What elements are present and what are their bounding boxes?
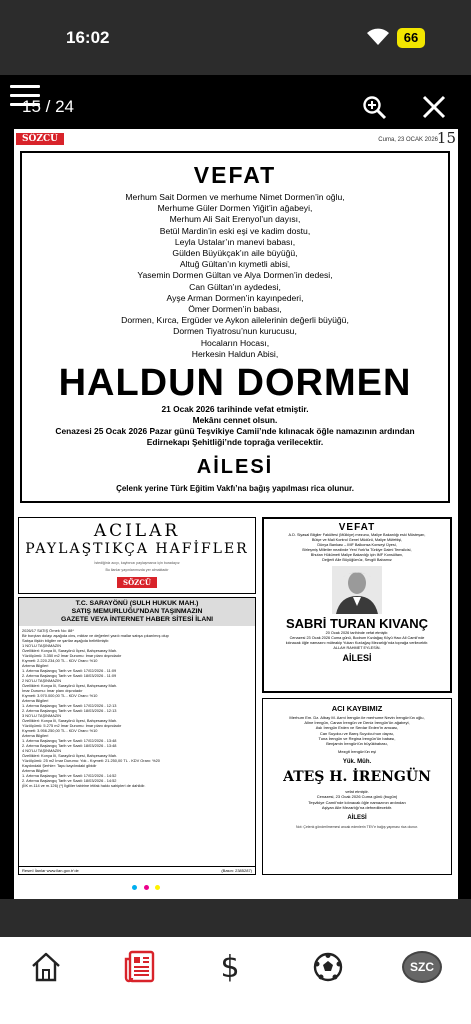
mourner-line: Herkesin Haldun Abisi,	[191, 348, 279, 359]
page-header	[14, 129, 458, 151]
deceased-name: HALDUN DORMEN	[58, 362, 412, 405]
cmyk-registration	[126, 877, 166, 893]
portrait-photo	[332, 566, 382, 614]
obituary-heading: ACI KAYBIMIZ	[331, 704, 383, 713]
notice-line: Kıymeti: 2.220.234,00 TL - KDV Oranı: %10	[22, 658, 98, 663]
notice-line: Yüzölçümü: 25 m2 İmar Durumu: Yok - Kıymeti: 21.250,00 TL - KDV Oranı: %20	[22, 758, 160, 763]
notice-line: Artırma Bilgileri	[22, 698, 49, 703]
notice-line: Bir borçtan dolayı aşağıda cins, miktar ve değerleri yazılı mallar satışa çıkarılmış olup	[22, 633, 169, 638]
notice-footer	[19, 866, 255, 874]
notice-line: Özellikleri: Konya İli, Sarayönü İlçesi, Bahçesaray Mah.	[22, 648, 118, 653]
notice-line: Yüzölçümü: 3.350 m2 İmar Durumu: İmar planı dışındadır	[22, 653, 122, 658]
spouse-line: Mezgit İrengün’ün eşi	[337, 749, 377, 755]
notice-line: 2. Artırma Başlangıç Tarih ve Saati: 18/03/2026 - 13:48	[22, 743, 117, 748]
notice-line: (İİK m.114 ve m.126) (*) İlgililer tabirine irtifak hakkı sahipleri de dahildir.	[22, 783, 146, 788]
funeral-info-line: Aşiyan Aile Mezarlığı’na defnedilecektir.	[321, 804, 393, 810]
page-date: Cuma, 23 OCAK 2026	[378, 137, 438, 143]
newspaper-icon[interactable]	[122, 949, 158, 985]
funeral-info	[22, 404, 448, 448]
mourner-line: Hocaların Hocası,	[200, 337, 270, 348]
mourner-line: Betül Mardin’in eski eşi ve kadim dostu,	[159, 225, 311, 236]
funeral-info	[263, 789, 451, 810]
funeral-info-line: Edirnekapı Şehitliği’nde toprağa verilecektir.	[146, 437, 324, 448]
notice-line: 4 NO'LU TAŞINMAZIN	[22, 748, 62, 753]
deceased-name: ATEŞ H. İRENGÜN	[283, 769, 431, 786]
obituary-sabri-turan-kivanc	[262, 517, 452, 693]
biography-line: Bhutan Hükümeti Maliye Bakanlığı için IMF Konsültanı,	[310, 553, 404, 557]
mourner-line: Merhum Sait Dormen ve merhume Nimet Dormen’in oğlu,	[125, 192, 345, 202]
mourner-lines	[263, 715, 451, 746]
notice-line: 2. Artırma Başlangıç Tarih ve Saati: 18/03/2026 - 12:13	[22, 708, 117, 713]
magenta-dot	[144, 885, 149, 890]
home-icon[interactable]	[28, 949, 64, 985]
yellow-dot	[155, 885, 160, 890]
notice-line: 1 NO'LU TAŞINMAZIN	[22, 643, 62, 648]
biography-line: Değerli Aile Büyüğümüz, Sevgili Babamız	[322, 558, 392, 562]
status-time: 16:02	[66, 28, 110, 47]
notice-footer-right: (Basın: 2385287)	[221, 868, 252, 873]
funeral-info-line: kılınacak öğle namazını müteakip Yukarı Kızılağaç Mezarlığı’nda toprağa verilecektir.	[285, 641, 429, 645]
cyan-dot	[132, 885, 137, 890]
notice-line: İmar Durumu: İmar planı dışındadır	[22, 688, 83, 693]
funeral-info-line: 20 Ocak 2026 tarihinde vefat etmiştir.	[325, 631, 389, 635]
mourner-line: Dormen, Kırca, Ergüder ve Aykon ailelerinin değerli büyüğü,	[121, 315, 349, 326]
bottom-navigation	[0, 937, 471, 1024]
notice-line: Kaydındaki Şerhler: Tapu kaydındaki gibidir	[22, 763, 97, 768]
viewer-toolbar	[0, 75, 471, 129]
notice-header	[19, 598, 255, 626]
notice-header-line: T.C. SARAYÖNÜ (SULH HUKUK MAH.)	[75, 600, 199, 607]
mourner-line: Ayşe Arman Dormen’in kayınpederi,	[166, 292, 304, 303]
acilar-title: ACILAR	[93, 521, 181, 541]
notice-line: Artırma Bilgileri	[22, 768, 49, 773]
mourner-line: Can Gültan’ın aydedesi,	[189, 281, 281, 292]
szc-label: SZC	[402, 951, 442, 983]
mourner-line: Merhume Güler Dormen Yiğit’in ağabeyi,	[157, 203, 313, 214]
deceased-name: SABRİ TURAN KIVANÇ	[285, 616, 429, 631]
family-signature: AİLESİ	[342, 653, 372, 663]
biography-line: Birleşmiş Milletler nezdinde Yeni York’ta Türkiye Daimi Temsilcisi,	[302, 548, 412, 552]
funeral-info-line: 21 Ocak 2026 tarihinde vefat etmiştir.	[161, 404, 309, 415]
mourner-line: Leyla Ustalar’ın manevi babası,	[174, 236, 296, 247]
funeral-info-line: ALLAH RAHMET EYLESİN.	[333, 646, 381, 650]
biography-line: A.D. Siyasal Bilgiler Fakültesi (Mülkiye) mezunu, Maliye Bakanlığı eski Müsteşarı,	[288, 533, 426, 537]
obituary-ates-irengun	[262, 698, 452, 875]
notice-line: 1. Artırma Başlangıç Tarih ve Saati: 17/02/2026 - 11:09	[22, 668, 117, 673]
viewer-footer-band	[0, 899, 471, 937]
notice-line: Kıymeti: 3.970.000,00 TL - KDV Oranı: %10	[22, 693, 98, 698]
status-bar	[0, 0, 471, 75]
mourner-line: Aline İrengün, Canan İrengün ve Deniz İrengün’ün ağabeyi,	[304, 720, 410, 726]
donation-note: Not: Çelenk gönderilmemesi ancak edenlerin TEV’e bağış yapması rica olunur.	[296, 825, 418, 830]
donation-note: Çelenk yerine Türk Eğitim Vakfı’na bağış yapılması rica olunur.	[116, 484, 354, 494]
funeral-info-line: Mekânı cennet olsun.	[192, 415, 278, 426]
dollar-icon[interactable]: $	[220, 949, 240, 985]
mourner-line: Ömer Dormen’in babası,	[188, 304, 282, 315]
biography-line: Dünya Bankası – IMF Balkonsa Konseyi Üyesi,	[317, 543, 397, 547]
notice-line: 2. Artırma Başlangıç Tarih ve Saati: 18/03/2026 - 14:52	[22, 778, 117, 783]
biography-line: Bütçe ve Mali Kontrol Genel Müdürü, Maliye Müfettişi,	[311, 538, 403, 542]
notice-line: 2026/17 SATIŞ Örnek No: 88*	[22, 628, 74, 633]
mourner-line: Merhum Ali Sait Erenyol’un dayısı,	[169, 214, 301, 225]
biography-lines	[264, 533, 450, 563]
acilar-subtitle: PAYLAŞTIKÇA HAFİFLER	[25, 541, 249, 557]
mourner-line: Altuğ Gültan’ın kıymetli abisi,	[179, 259, 291, 270]
mourner-line: Gülden Büyükçak’ın aile büyüğü,	[172, 248, 298, 259]
zoom-in-icon[interactable]	[362, 95, 388, 126]
notice-header-line: SATIŞ MEMURLUĞU'NDAN TAŞINMAZIN	[71, 608, 203, 615]
family-signature: AİLESİ	[196, 456, 274, 479]
funeral-info-line: Teşvikiye Camii’nde kılınacak öğle namazının ardından	[308, 799, 406, 805]
mourner-line: Yasemin Dormen Gültan ve Alya Dormen’in dedesi,	[137, 270, 333, 281]
szc-logo-icon[interactable]	[400, 949, 444, 985]
notice-body	[19, 626, 255, 790]
acilar-line: Bu ilanlar yayınlarımızda yer almaktadır	[105, 568, 169, 572]
obituary-heading: VEFAT	[193, 162, 277, 188]
notice-line: Yüzölçümü: 5.275 m2 İmar Durumu: İmar planı dışındadır	[22, 723, 122, 728]
family-signature: AİLESİ	[347, 815, 367, 822]
notice-line: 2 NO'LU TAŞINMAZIN	[22, 678, 62, 683]
notice-footer-left: Resmî İlanlar www.ilan.gov.tr’de	[22, 868, 79, 873]
notice-line: 1. Artırma Başlangıç Tarih ve Saati: 17/02/2026 - 12:13	[22, 703, 117, 708]
notice-line: Artırma Bilgileri	[22, 663, 49, 668]
mourner-line: Aslı İrengün Erden ve Serdar Erden’in amcası,	[315, 725, 399, 731]
notice-header-line: GAZETE VEYA İNTERNET HABER SİTESİ İLANI	[60, 616, 214, 623]
notice-line: Kıymeti: 3.956.250,00 TL - KDV Oranı: %10	[22, 728, 98, 733]
notice-line: Özellikleri: Konya İli, Sarayönü İlçesi, Bahçesaray Mah.	[22, 753, 118, 758]
notice-line: 2. Artırma Başlangıç Tarih ve Saati: 18/03/2026 - 11:09	[22, 673, 117, 678]
close-icon[interactable]	[422, 95, 446, 124]
newspaper-page[interactable]	[14, 129, 458, 899]
notice-line: 1. Artırma Başlangıç Tarih ve Saati: 17/02/2026 - 13:48	[22, 738, 117, 743]
court-sale-notice	[18, 597, 256, 875]
funeral-info	[264, 631, 450, 651]
obituary-heading: VEFAT	[338, 522, 376, 533]
menu-line	[10, 85, 40, 88]
mourner-line: Dormen Tiyatrosu’nun kurucusu,	[173, 326, 297, 337]
notice-line: Özellikleri: Konya İli, Sarayönü İlçesi, Bahçesaray Mah.	[22, 718, 118, 723]
funeral-info-line: Cenazesi 23 Ocak 2026 Cuma günü, Bodrum Kızılağaç Köyü Hacı Ali Camii’nde	[289, 636, 425, 640]
notice-line: Artırma Bilgileri	[22, 733, 49, 738]
mourner-lines	[22, 192, 448, 360]
wifi-icon	[366, 28, 390, 51]
football-icon[interactable]	[310, 949, 346, 985]
professional-title: Yük. Müh.	[342, 759, 372, 766]
page-number: 15	[436, 129, 456, 147]
funeral-info-line: Cenazesi, 23 Ocak 2026 Cuma günü (bugün)	[316, 794, 398, 800]
acilar-line: İstediğiniz acıyı, kaybınızı paylaşmanız için buradayız	[94, 561, 180, 565]
notice-line: Satışa ilişkin bilgiler ve şartlar aşağıda belirtilmiştir.	[22, 638, 110, 643]
notice-line: 1. Artırma Başlangıç Tarih ve Saati: 17/02/2026 - 14:52	[22, 773, 117, 778]
notice-line: 3 NO'LU TAŞINMAZIN	[22, 713, 62, 718]
battery-indicator: 66	[397, 28, 425, 48]
mourner-line: Merhum Em. Dz. Albay M. Azmi İrengün ile merhume Nevin İrengün’ün oğlu,	[289, 715, 425, 720]
obituary-haldun-dormen	[20, 151, 450, 503]
funeral-info-line: vefat etmiştir.	[345, 789, 369, 795]
funeral-info-line: Cenazesi 25 Ocak 2026 Pazar günü Teşvikiye Camii’nde kılınacak öğle namazının ardından	[55, 426, 415, 437]
mourner-line: Can Suyolcu ve Barış Suyolcu’nun dayısı,	[319, 730, 395, 736]
page-counter: 15 / 24	[22, 97, 74, 116]
sozcu-logo-small: SÖZCÜ	[117, 577, 157, 588]
mourner-line: Tuna İrengün ve Regina İrengün’ün babası,	[318, 735, 396, 741]
acilar-ad	[18, 517, 256, 594]
mourner-line: Benjamin İrengün’ün büyükbabası,	[326, 741, 388, 747]
notice-line: Özellikleri: Konya İli, Sarayönü İlçesi, Bahçesaray Mah.	[22, 683, 118, 688]
sozcu-logo: SÖZCÜ	[16, 133, 64, 145]
